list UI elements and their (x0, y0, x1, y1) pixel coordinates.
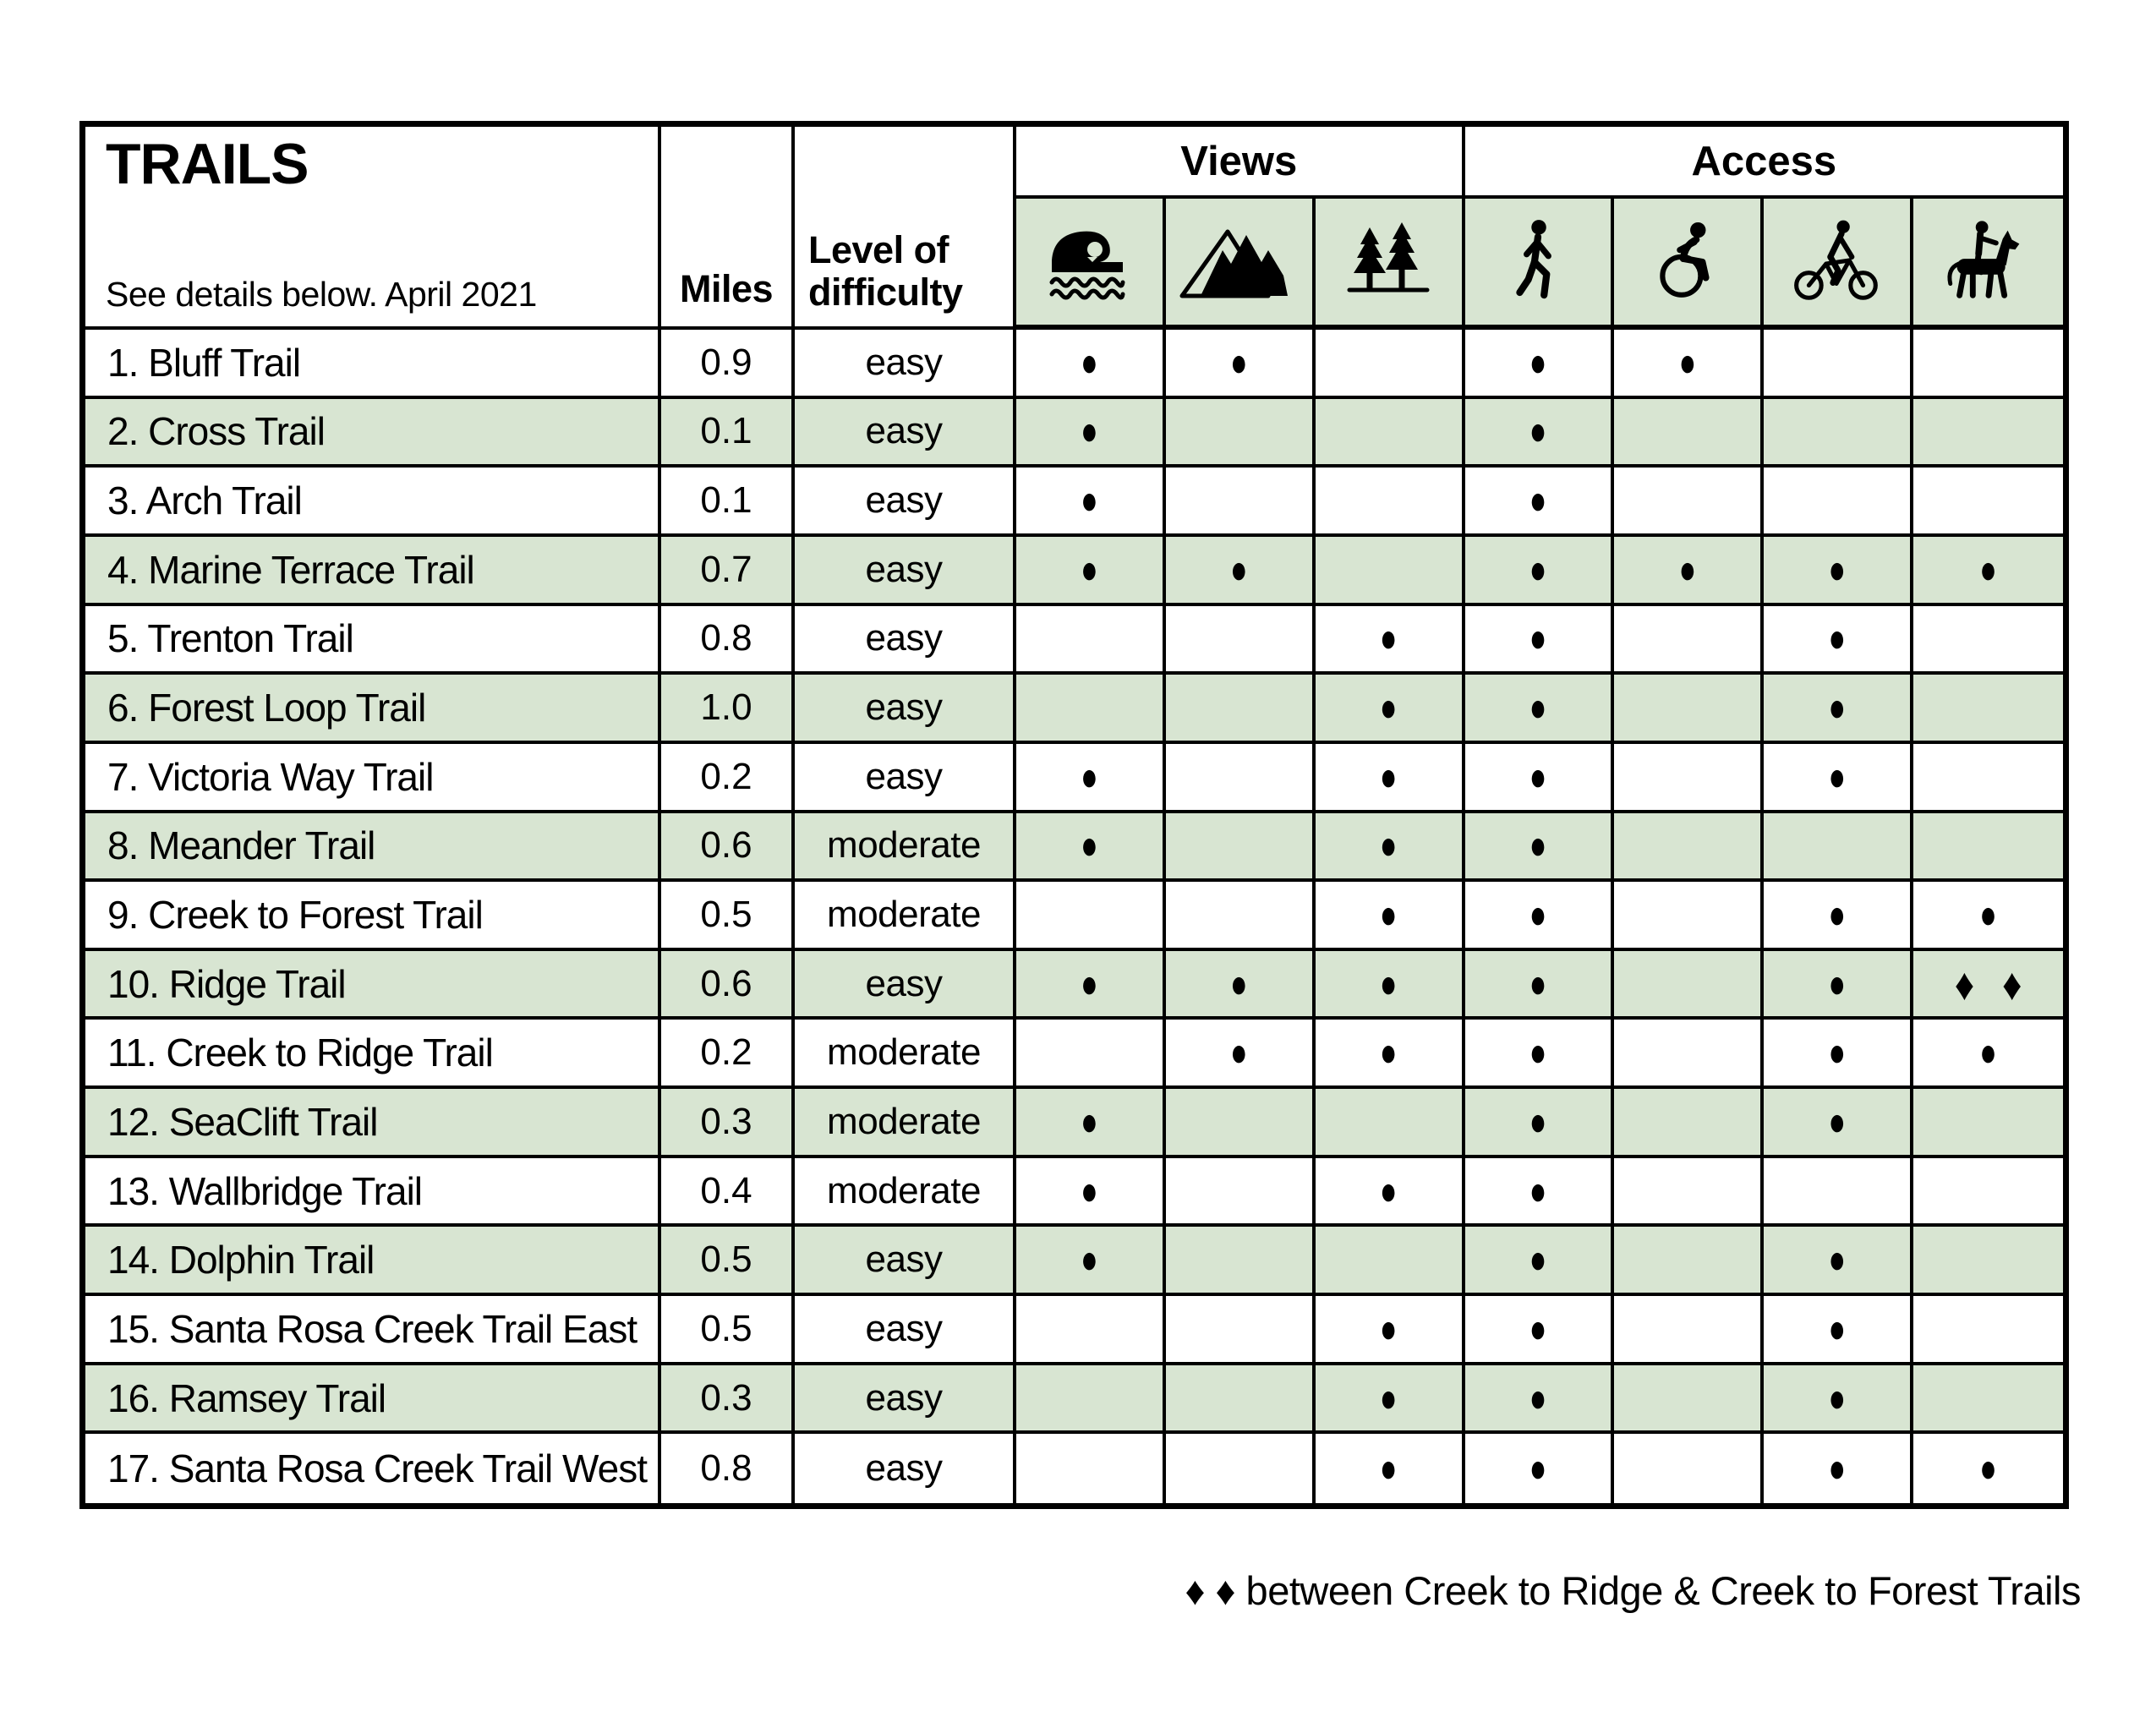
trail-difficulty-cell: easy (795, 606, 1016, 675)
wheelchair-mark-cell (1614, 537, 1764, 606)
horseback-mark-cell (1913, 813, 2063, 883)
mark-glyph: ● (1678, 340, 1697, 386)
hiking-mark-cell (1465, 882, 1615, 951)
mark-glyph: ● (1081, 1167, 1098, 1214)
mountain-view-mark-cell (1166, 537, 1316, 606)
mark-glyph: ● (1081, 1099, 1098, 1145)
mark-glyph: ● (1529, 1030, 1547, 1075)
trails-table (79, 121, 2069, 1509)
horseback-mark-cell (1913, 1434, 2063, 1503)
ocean-view-mark-cell (1016, 951, 1166, 1020)
ocean-view-mark-cell (1016, 330, 1166, 399)
mountain-view-mark-cell (1166, 744, 1316, 813)
access-group-label: Access (1691, 138, 1837, 184)
mark-glyph: ● (1529, 478, 1547, 523)
forest-view-mark-cell (1316, 537, 1465, 606)
trail-name-cell: 3. Arch Trail (85, 468, 661, 537)
ocean-view-mark-cell (1016, 1434, 1166, 1503)
mark-glyph: ● (1828, 1306, 1846, 1352)
trail-miles-cell: 1.0 (661, 675, 795, 744)
mark-glyph: ● (1081, 1237, 1098, 1282)
trail-miles-cell: 0.6 (661, 951, 795, 1020)
trail-difficulty-cell: easy (795, 951, 1016, 1020)
mark-glyph: ● (1828, 961, 1846, 1007)
trail-miles-cell: 0.9 (661, 330, 795, 399)
mark-glyph: ● (1828, 1446, 1846, 1491)
mountain-view-mark-cell (1166, 1020, 1316, 1089)
trail-name-cell: 17. Santa Rosa Creek Trail West (85, 1434, 661, 1503)
mark-glyph: ● (1529, 1237, 1547, 1282)
bicycle-mark-cell (1764, 537, 1913, 606)
trail-difficulty-cell: moderate (795, 1158, 1016, 1228)
horseback-mark-cell (1913, 951, 2063, 1020)
mark-glyph: ● (1379, 961, 1398, 1007)
mountain-view-mark-cell (1166, 1089, 1316, 1158)
forest-view-mark-cell (1316, 813, 1465, 883)
wheelchair-mark-cell (1614, 1158, 1764, 1228)
trail-name-cell: 12. SeaClift Trail (85, 1089, 661, 1158)
forest-view-mark-cell (1316, 1227, 1465, 1296)
forest-view-mark-cell (1316, 468, 1465, 537)
mark-glyph: ● (1529, 685, 1547, 730)
trail-difficulty-cell: easy (795, 399, 1016, 468)
mark-glyph: ● (1529, 547, 1547, 593)
bicycle-mark-cell (1764, 468, 1913, 537)
bicycle-mark-cell (1764, 1365, 1913, 1435)
bicycle-mark-cell (1764, 399, 1913, 468)
forest-view-mark-cell (1316, 399, 1465, 468)
wheelchair-mark-cell (1614, 1296, 1764, 1365)
horseback-mark-cell (1913, 882, 2063, 951)
forest-view-mark-cell (1316, 1158, 1465, 1228)
trail-difficulty-cell: easy (795, 468, 1016, 537)
trail-name-cell: 8. Meander Trail (85, 813, 661, 883)
ocean-wave-icon (1043, 223, 1135, 301)
mark-glyph: ● (1828, 547, 1846, 593)
bicycle-mark-cell (1764, 675, 1913, 744)
horseback-mark-cell (1913, 1365, 2063, 1435)
mark-glyph: ● (1529, 1306, 1547, 1352)
column-header-difficulty (795, 127, 1016, 330)
horseback-mark-cell (1913, 744, 2063, 813)
mark-glyph: ● (1379, 1306, 1398, 1352)
trail-miles-cell: 0.5 (661, 1227, 795, 1296)
forest-view-mark-cell (1316, 1365, 1465, 1435)
ocean-view-mark-cell (1016, 468, 1166, 537)
trail-name-cell: 10. Ridge Trail (85, 951, 661, 1020)
mark-glyph: ● (1379, 754, 1398, 800)
bicycle-mark-cell (1764, 951, 1913, 1020)
horseback-mark-cell (1913, 468, 2063, 537)
trail-difficulty-cell: moderate (795, 882, 1016, 951)
trail-name-cell: 2. Cross Trail (85, 399, 661, 468)
mark-glyph: ● (1529, 408, 1547, 455)
bicycle-mark-cell (1764, 1089, 1913, 1158)
hiking-mark-cell (1465, 537, 1615, 606)
wheelchair-icon (1649, 218, 1726, 306)
trail-miles-cell: 0.4 (661, 1158, 795, 1228)
ocean-view-mark-cell (1016, 1296, 1166, 1365)
horseback-mark-cell (1913, 606, 2063, 675)
mark-glyph: ● (1379, 1167, 1398, 1214)
mark-glyph: ● (1979, 892, 1997, 938)
forest-view-mark-cell (1316, 330, 1465, 399)
bicycle-mark-cell (1764, 330, 1913, 399)
wheelchair-mark-cell (1614, 330, 1764, 399)
mark-glyph: ● (1979, 1446, 1997, 1491)
trail-miles-cell: 0.1 (661, 468, 795, 537)
wheelchair-mark-cell (1614, 1434, 1764, 1503)
hiking-mark-cell (1465, 1296, 1615, 1365)
hiking-mark-cell (1465, 813, 1615, 883)
trail-miles-cell: 0.5 (661, 882, 795, 951)
hiking-mark-cell (1465, 1227, 1615, 1296)
mark-glyph: ● (1828, 754, 1846, 800)
bicycle-mark-cell (1764, 882, 1913, 951)
mark-glyph: ● (1379, 1030, 1398, 1075)
column-header-hiking-access (1465, 199, 1615, 330)
mark-glyph: ● (1529, 615, 1547, 662)
mark-glyph: ● (1979, 547, 1997, 593)
cyclist-icon (1790, 218, 1885, 306)
wheelchair-mark-cell (1614, 813, 1764, 883)
trail-difficulty-cell: moderate (795, 1020, 1016, 1089)
trail-miles-cell: 0.6 (661, 813, 795, 883)
forest-view-mark-cell (1316, 1020, 1465, 1089)
mountains-icon (1174, 221, 1303, 303)
mountain-view-mark-cell (1166, 1296, 1316, 1365)
trail-miles-cell: 0.5 (661, 1296, 795, 1365)
hiking-mark-cell (1465, 399, 1615, 468)
forest-view-mark-cell (1316, 1296, 1465, 1365)
trail-miles-cell: 0.8 (661, 1434, 795, 1503)
forest-view-mark-cell (1316, 1089, 1465, 1158)
mark-glyph: ● (1529, 1446, 1547, 1491)
ocean-view-mark-cell (1016, 1365, 1166, 1435)
ocean-view-mark-cell (1016, 813, 1166, 883)
wheelchair-mark-cell (1614, 1089, 1764, 1158)
forest-view-mark-cell (1316, 951, 1465, 1020)
mark-glyph: ● (1529, 340, 1547, 386)
wheelchair-mark-cell (1614, 675, 1764, 744)
hiking-mark-cell (1465, 675, 1615, 744)
column-group-access (1465, 127, 2063, 199)
trail-miles-cell: 0.2 (661, 744, 795, 813)
column-group-views (1016, 127, 1465, 199)
difficulty-header-label: Level of difficulty (808, 228, 963, 314)
trail-difficulty-cell: easy (795, 537, 1016, 606)
wheelchair-mark-cell (1614, 468, 1764, 537)
forest-view-mark-cell (1316, 606, 1465, 675)
mark-glyph: ● (1081, 547, 1098, 593)
mountain-view-mark-cell (1166, 675, 1316, 744)
ocean-view-mark-cell (1016, 606, 1166, 675)
mark-glyph: ♦ ♦ (1954, 958, 2031, 1009)
trail-name-cell: 16. Ramsey Trail (85, 1365, 661, 1435)
trail-difficulty-cell: easy (795, 1365, 1016, 1435)
trail-difficulty-cell: easy (795, 330, 1016, 399)
forest-view-mark-cell (1316, 882, 1465, 951)
bicycle-mark-cell (1764, 813, 1913, 883)
column-header-mountain-view (1166, 199, 1316, 330)
mountain-view-mark-cell (1166, 468, 1316, 537)
hiking-mark-cell (1465, 1434, 1615, 1503)
column-header-miles (661, 127, 795, 330)
column-header-wheelchair-access (1614, 199, 1764, 330)
ocean-view-mark-cell (1016, 1089, 1166, 1158)
trail-name-cell: 14. Dolphin Trail (85, 1227, 661, 1296)
mark-glyph: ● (1529, 1167, 1547, 1214)
mark-glyph: ● (1828, 615, 1846, 662)
wheelchair-mark-cell (1614, 1020, 1764, 1089)
mark-glyph: ● (1828, 892, 1846, 938)
horseback-mark-cell (1913, 537, 2063, 606)
wheelchair-mark-cell (1614, 1227, 1764, 1296)
mark-glyph: ● (1979, 1030, 1997, 1075)
trail-miles-cell: 0.3 (661, 1365, 795, 1435)
mark-glyph: ● (1529, 1099, 1547, 1145)
bicycle-mark-cell (1764, 1020, 1913, 1089)
mark-glyph: ● (1379, 1446, 1398, 1491)
bicycle-mark-cell (1764, 1296, 1913, 1365)
bicycle-mark-cell (1764, 744, 1913, 813)
pine-trees-icon (1338, 221, 1439, 303)
mark-glyph: ● (1230, 961, 1248, 1007)
trail-difficulty-cell: easy (795, 1227, 1016, 1296)
mark-glyph: ● (1828, 1375, 1846, 1421)
hiking-mark-cell (1465, 330, 1615, 399)
column-header-ocean-view (1016, 199, 1166, 330)
forest-view-mark-cell (1316, 675, 1465, 744)
trail-difficulty-cell: easy (795, 1296, 1016, 1365)
hiking-mark-cell (1465, 1365, 1615, 1435)
hiking-mark-cell (1465, 1158, 1615, 1228)
trail-name-cell: 11. Creek to Ridge Trail (85, 1020, 661, 1089)
trail-miles-cell: 0.8 (661, 606, 795, 675)
trail-difficulty-cell: easy (795, 675, 1016, 744)
page-title: TRAILS (106, 132, 309, 196)
ocean-view-mark-cell (1016, 1158, 1166, 1228)
trail-name-cell: 4. Marine Terrace Trail (85, 537, 661, 606)
mark-glyph: ● (1081, 478, 1098, 523)
trail-name-cell: 5. Trenton Trail (85, 606, 661, 675)
wheelchair-mark-cell (1614, 606, 1764, 675)
mountain-view-mark-cell (1166, 606, 1316, 675)
mark-glyph: ● (1529, 754, 1547, 800)
trail-miles-cell: 0.1 (661, 399, 795, 468)
column-header-horseback-access (1913, 199, 2063, 330)
mountain-view-mark-cell (1166, 1434, 1316, 1503)
mark-glyph: ● (1230, 340, 1248, 386)
mark-glyph: ● (1529, 1375, 1547, 1421)
horseback-mark-cell (1913, 675, 2063, 744)
ocean-view-mark-cell (1016, 1227, 1166, 1296)
mark-glyph: ● (1379, 892, 1398, 938)
trail-name-cell: 13. Wallbridge Trail (85, 1158, 661, 1228)
trail-miles-cell: 0.3 (661, 1089, 795, 1158)
mark-glyph: ● (1379, 685, 1398, 730)
mountain-view-mark-cell (1166, 330, 1316, 399)
mark-glyph: ● (1230, 547, 1248, 593)
mark-glyph: ● (1529, 892, 1547, 938)
bicycle-mark-cell (1764, 1227, 1913, 1296)
hiking-mark-cell (1465, 744, 1615, 813)
ocean-view-mark-cell (1016, 882, 1166, 951)
ocean-view-mark-cell (1016, 675, 1166, 744)
wheelchair-mark-cell (1614, 399, 1764, 468)
mark-glyph: ● (1828, 685, 1846, 730)
mountain-view-mark-cell (1166, 882, 1316, 951)
horseback-mark-cell (1913, 1020, 2063, 1089)
ocean-view-mark-cell (1016, 1020, 1166, 1089)
hiking-mark-cell (1465, 468, 1615, 537)
mark-glyph: ● (1081, 961, 1098, 1007)
mountain-view-mark-cell (1166, 1227, 1316, 1296)
mark-glyph: ● (1828, 1099, 1846, 1145)
mountain-view-mark-cell (1166, 1158, 1316, 1228)
wheelchair-mark-cell (1614, 882, 1764, 951)
horseback-mark-cell (1913, 399, 2063, 468)
views-group-label: Views (1180, 138, 1298, 184)
horseback-mark-cell (1913, 1296, 2063, 1365)
hiking-mark-cell (1465, 606, 1615, 675)
trail-name-cell: 7. Victoria Way Trail (85, 744, 661, 813)
horseback-mark-cell (1913, 330, 2063, 399)
table-subtitle: See details below. April 2021 (106, 275, 537, 314)
mark-glyph: ● (1081, 408, 1098, 455)
mountain-view-mark-cell (1166, 813, 1316, 883)
horseback-mark-cell (1913, 1089, 2063, 1158)
diamond-footnote: ♦ ♦ between Creek to Ridge & Creek to Forest Trails (1185, 1568, 2081, 1613)
ocean-view-mark-cell (1016, 744, 1166, 813)
mark-glyph: ● (1081, 754, 1098, 800)
mark-glyph: ● (1379, 615, 1398, 662)
bicycle-mark-cell (1764, 606, 1913, 675)
column-header-forest-view (1316, 199, 1465, 330)
trail-name-cell: 9. Creek to Forest Trail (85, 882, 661, 951)
miles-header-label: Miles (679, 267, 774, 310)
mark-glyph: ● (1529, 823, 1547, 868)
trail-difficulty-cell: moderate (795, 813, 1016, 883)
hiking-mark-cell (1465, 1089, 1615, 1158)
mark-glyph: ● (1828, 1030, 1846, 1075)
walking-person-icon (1508, 218, 1568, 306)
trail-difficulty-cell: easy (795, 744, 1016, 813)
mark-glyph: ● (1828, 1237, 1846, 1282)
wheelchair-mark-cell (1614, 744, 1764, 813)
mark-glyph: ● (1081, 823, 1098, 868)
hiking-mark-cell (1465, 1020, 1615, 1089)
horseback-rider-icon (1939, 218, 2038, 306)
horseback-mark-cell (1913, 1227, 2063, 1296)
ocean-view-mark-cell (1016, 537, 1166, 606)
trail-name-cell: 15. Santa Rosa Creek Trail East (85, 1296, 661, 1365)
mark-glyph: ● (1529, 961, 1547, 1007)
trail-name-cell: 1. Bluff Trail (85, 330, 661, 399)
ocean-view-mark-cell (1016, 399, 1166, 468)
column-header-bicycle-access (1764, 199, 1913, 330)
trail-miles-cell: 0.7 (661, 537, 795, 606)
mountain-view-mark-cell (1166, 951, 1316, 1020)
wheelchair-mark-cell (1614, 1365, 1764, 1435)
bicycle-mark-cell (1764, 1434, 1913, 1503)
forest-view-mark-cell (1316, 1434, 1465, 1503)
trail-name-cell: 6. Forest Loop Trail (85, 675, 661, 744)
mark-glyph: ● (1081, 340, 1098, 386)
horseback-mark-cell (1913, 1158, 2063, 1228)
mountain-view-mark-cell (1166, 399, 1316, 468)
mark-glyph: ● (1230, 1030, 1248, 1075)
table-title-cell (85, 127, 661, 330)
wheelchair-mark-cell (1614, 951, 1764, 1020)
mark-glyph: ● (1678, 547, 1697, 593)
trail-miles-cell: 0.2 (661, 1020, 795, 1089)
mark-glyph: ● (1379, 1375, 1398, 1421)
hiking-mark-cell (1465, 951, 1615, 1020)
forest-view-mark-cell (1316, 744, 1465, 813)
trail-difficulty-cell: easy (795, 1434, 1016, 1503)
mark-glyph: ● (1379, 823, 1398, 868)
bicycle-mark-cell (1764, 1158, 1913, 1228)
trail-difficulty-cell: moderate (795, 1089, 1016, 1158)
mountain-view-mark-cell (1166, 1365, 1316, 1435)
